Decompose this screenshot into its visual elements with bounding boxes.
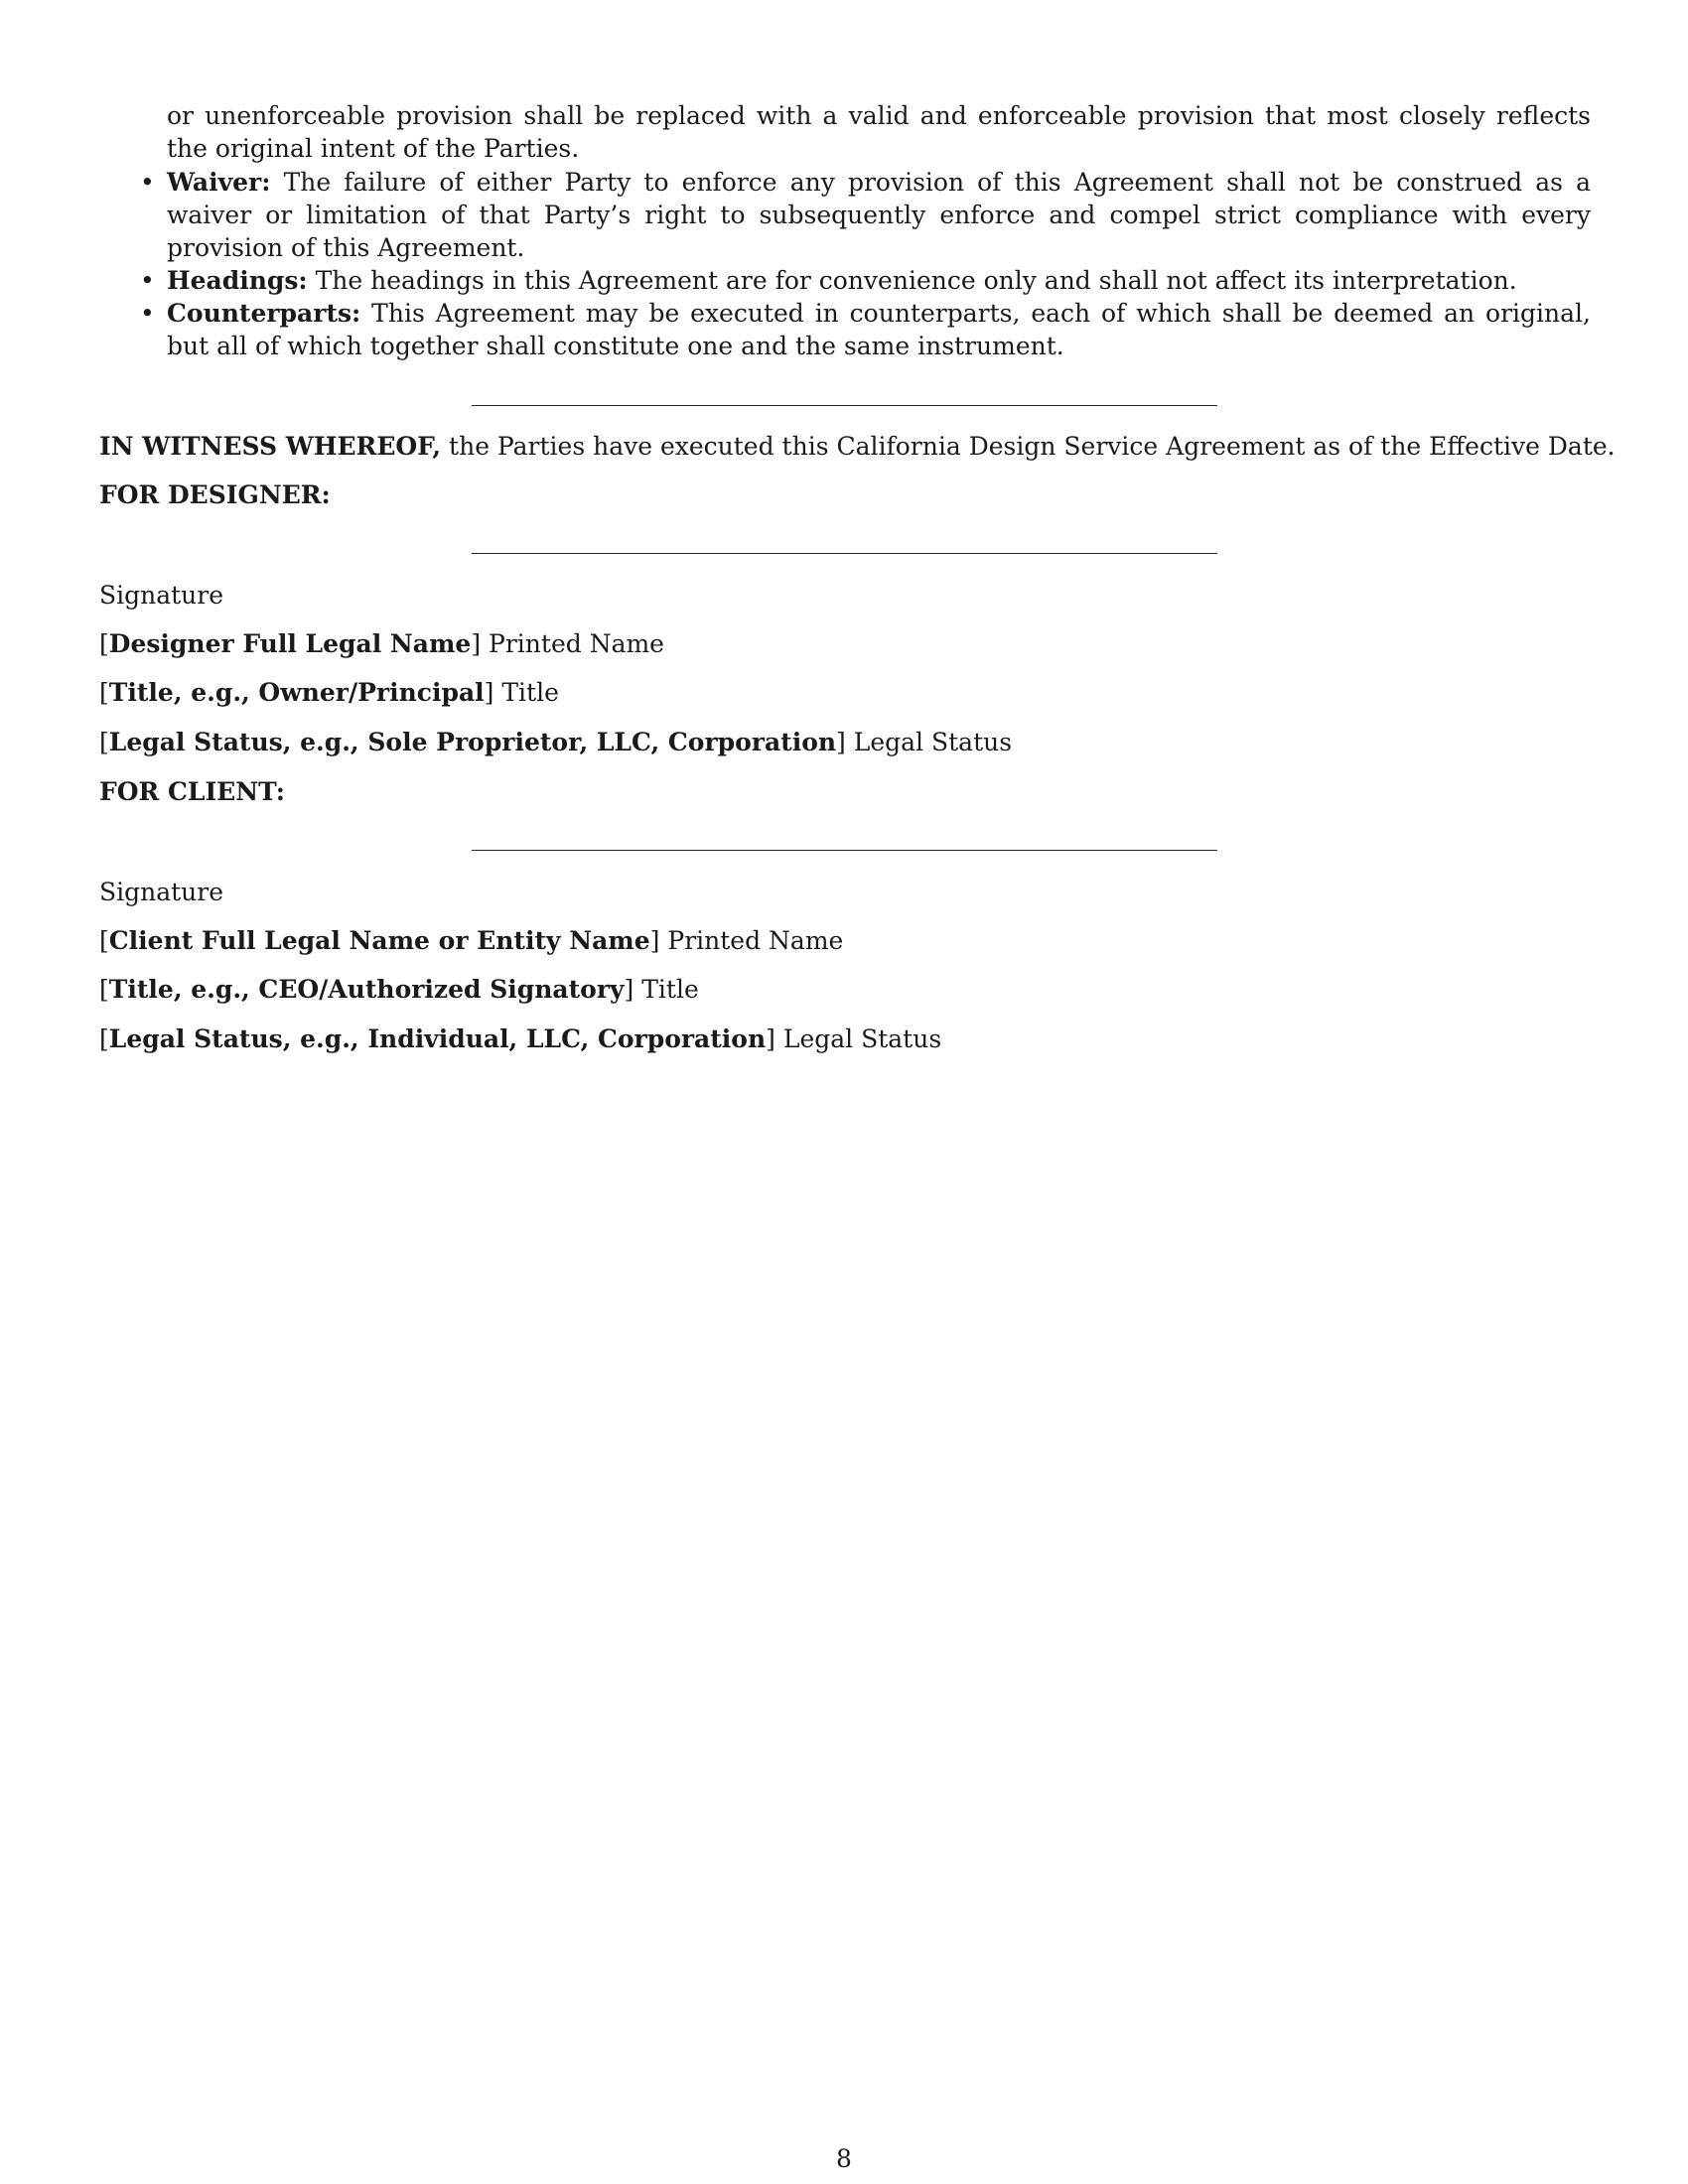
designer-printed-name: [Designer Full Legal Name] Printed Name xyxy=(99,629,664,658)
witness-text: the Parties have executed this California Design Service Agreement as of the Effective Date. xyxy=(449,432,1616,461)
clause-list xyxy=(140,166,1591,362)
bullet-icon: • xyxy=(140,266,155,295)
clause-text: This Agreement may be executed in counterparts, each of which shall be deemed an original, but all of which together shall constitute one and the same instrument. xyxy=(167,299,1591,360)
clause-text: The failure of either Party to enforce any provision of this Agreement shall not be construed as a waiver or limitation of that Party’s right to subsequently enforce and compel strict compliance with every provision of this Agreement. xyxy=(167,168,1591,262)
client-printed-name: [Client Full Legal Name or Entity Name] Printed Name xyxy=(99,926,844,955)
client-name-caption: Printed Name xyxy=(667,926,844,955)
clause-text: The headings in this Agreement are for convenience only and shall not affect its interpretation. xyxy=(315,266,1517,295)
designer-status-placeholder: Legal Status, e.g., Sole Proprietor, LLC, Corporation xyxy=(108,728,837,756)
clause-label: Waiver: xyxy=(167,168,271,197)
designer-title-caption: Title xyxy=(501,678,559,707)
list-item-counterparts xyxy=(140,297,1591,362)
designer-title-placeholder: Title, e.g., Owner/Principal xyxy=(108,678,485,707)
client-title-caption: Title xyxy=(641,975,699,1004)
designer-signature-label: Signature xyxy=(99,581,224,610)
list-item-waiver xyxy=(140,166,1591,264)
clause-continuation: or unenforceable provision shall be replaced with a valid and enforceable provision that most closely reflects the original intent of the Parties. xyxy=(167,101,1591,163)
client-title-placeholder: Title, e.g., CEO/Authorized Signatory xyxy=(108,975,625,1004)
designer-signature-line xyxy=(472,553,1217,554)
page-number: 8 xyxy=(836,2144,852,2173)
client-legal-status: [Legal Status, e.g., Individual, LLC, Corporation] Legal Status xyxy=(99,1024,942,1053)
designer-title: [Title, e.g., Owner/Principal] Title xyxy=(99,678,559,707)
designer-status-caption: Legal Status xyxy=(853,728,1013,756)
designer-name-placeholder: Designer Full Legal Name xyxy=(108,629,472,658)
list-item-headings xyxy=(140,264,1591,297)
bullet-icon: • xyxy=(140,168,155,197)
client-status-placeholder: Legal Status, e.g., Individual, LLC, Corporation xyxy=(108,1024,767,1053)
clause-label: Counterparts: xyxy=(167,299,361,328)
designer-name-caption: Printed Name xyxy=(489,629,664,658)
clause-label: Headings: xyxy=(167,266,308,295)
witness-statement xyxy=(99,430,1616,463)
client-signature-line xyxy=(472,850,1217,851)
designer-legal-status: [Legal Status, e.g., Sole Proprietor, LLC, Corporation] Legal Status xyxy=(99,728,1013,756)
client-title: [Title, e.g., CEO/Authorized Signatory] Title xyxy=(99,975,699,1004)
client-status-caption: Legal Status xyxy=(782,1024,942,1053)
witness-lead: IN WITNESS WHEREOF, xyxy=(99,432,442,461)
section-divider xyxy=(472,405,1217,406)
client-signature-label: Signature xyxy=(99,878,224,906)
designer-heading: FOR DESIGNER: xyxy=(99,480,331,509)
bullet-icon: • xyxy=(140,299,155,328)
client-heading: FOR CLIENT: xyxy=(99,777,286,806)
client-name-placeholder: Client Full Legal Name or Entity Name xyxy=(108,926,650,955)
